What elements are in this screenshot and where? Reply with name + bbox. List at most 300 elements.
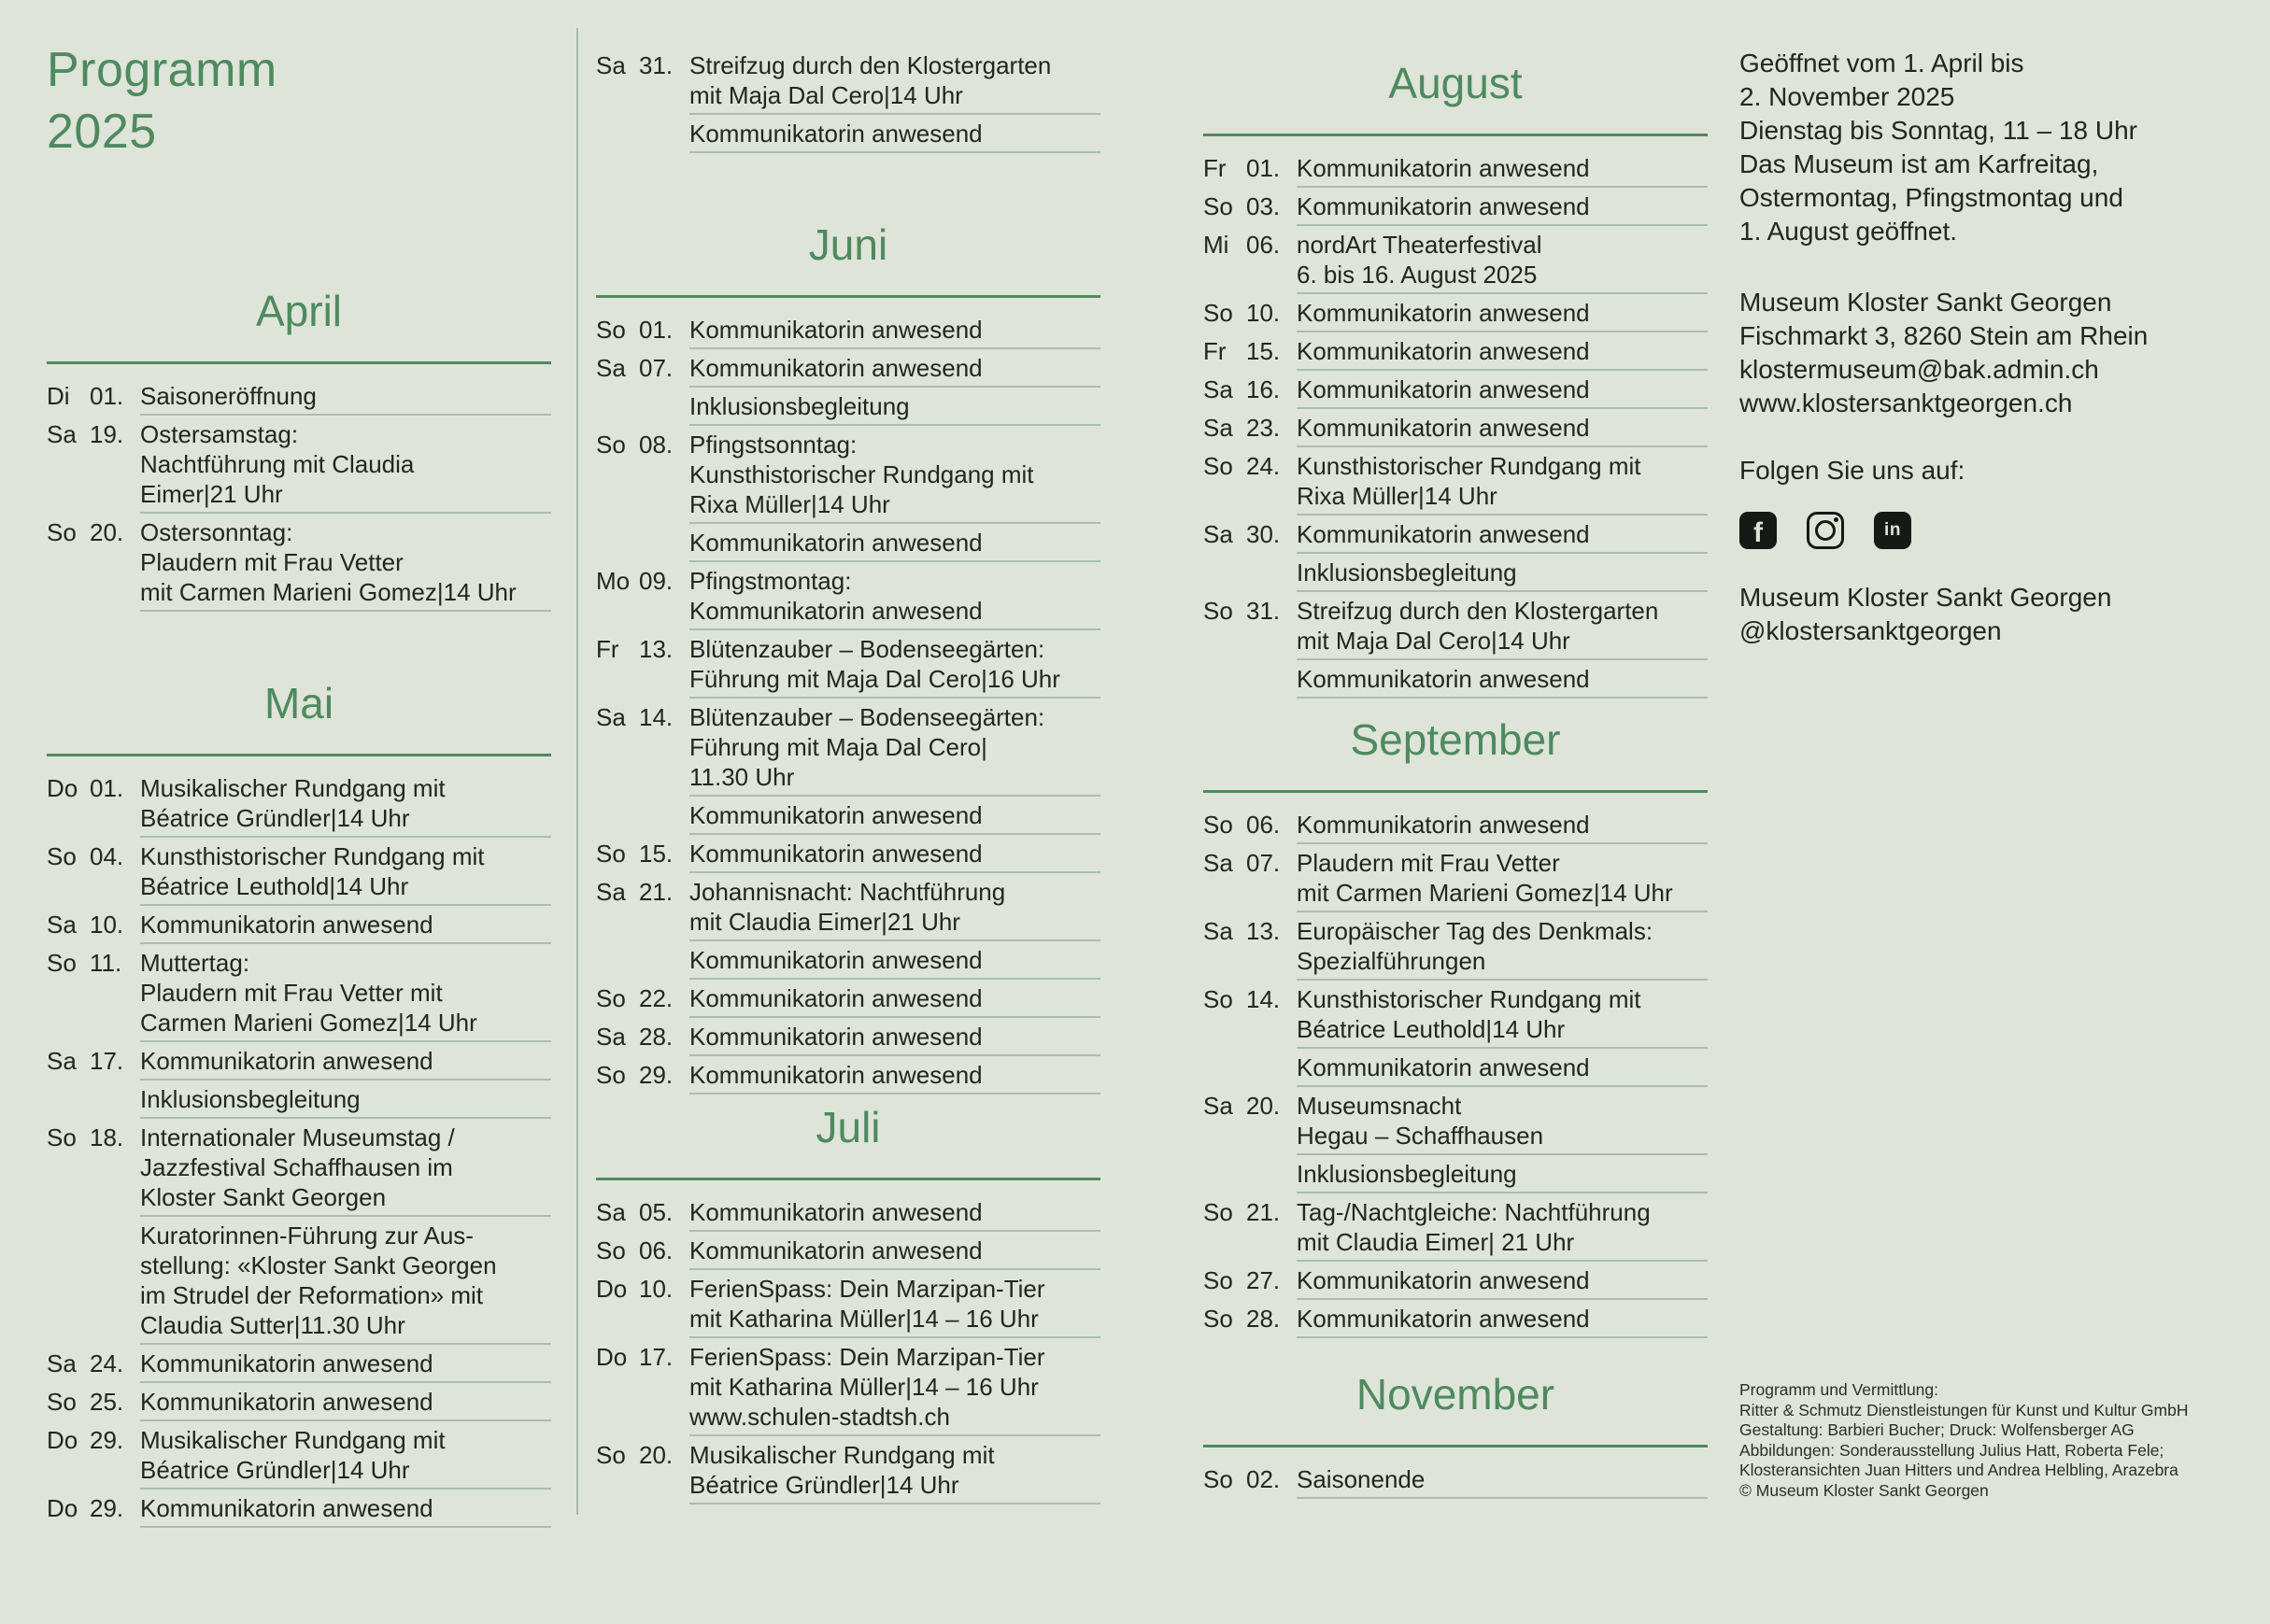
- event-text-line: Museumsnacht: [1297, 1092, 1462, 1120]
- event-text-line: Claudia Sutter|11.30 Uhr: [140, 1311, 405, 1339]
- opening-line: 2. November 2025: [1739, 82, 1955, 111]
- event-text-segment: [1297, 810, 1708, 844]
- event-row: [1203, 810, 1708, 848]
- event-text-segment: [140, 1425, 551, 1490]
- event-description: [689, 430, 1100, 566]
- event-text-line: Musikalischer Rundgang mit: [689, 1441, 995, 1469]
- event-text-segment: [140, 910, 551, 944]
- event-date: 29.: [90, 1494, 124, 1522]
- event-text-line: Eimer|21 Uhr: [140, 480, 283, 508]
- event-text-line: Blütenzauber – Bodenseegärten:: [689, 703, 1045, 731]
- event-date: 15.: [1246, 337, 1281, 365]
- event-date: 31.: [639, 51, 674, 79]
- instagram-icon[interactable]: [1807, 512, 1844, 549]
- event-date: 01.: [639, 316, 674, 344]
- event-text-line: Kommunikatorin anwesend: [1297, 1053, 1590, 1081]
- event-text-segment: [1297, 848, 1708, 912]
- event-description: [140, 1349, 551, 1387]
- calendar-column-1: [47, 0, 551, 1532]
- event-text-line: FerienSpass: Dein Marzipan-Tier: [689, 1275, 1045, 1303]
- event-text-segment: [689, 634, 1100, 699]
- event-description: [689, 1274, 1100, 1342]
- credits-line: Klosteransichten Juan Hitters und Andrea Helbling, Arazebra: [1739, 1461, 2178, 1479]
- museum-street: Fischmarkt 3, 8260 Stein am Rhein: [1739, 321, 2149, 350]
- month-rule: [1203, 790, 1708, 793]
- event-date: 22.: [639, 984, 674, 1012]
- event-date: 01.: [90, 382, 124, 410]
- event-description: [1297, 298, 1708, 336]
- calendar-column-2: [596, 0, 1100, 1508]
- event-row: [1203, 451, 1708, 519]
- month-title: Juni: [808, 220, 888, 269]
- event-text-segment: [140, 1084, 551, 1119]
- event-text-segment: [1297, 1265, 1708, 1300]
- event-text-segment: [1297, 984, 1708, 1049]
- event-description: [1297, 984, 1708, 1091]
- event-row: [47, 773, 551, 841]
- event-text-segment: [140, 773, 551, 838]
- month-title: September: [1350, 715, 1561, 764]
- event-day: So: [1203, 985, 1233, 1013]
- month-sections: [47, 285, 551, 1532]
- event-row: [1203, 298, 1708, 336]
- event-date: 13.: [1246, 917, 1281, 945]
- museum-name: Museum Kloster Sankt Georgen: [1739, 288, 2112, 317]
- event-day: So: [47, 1123, 77, 1151]
- event-day: So: [596, 1441, 626, 1469]
- event-text-segment: [1297, 153, 1708, 188]
- event-text-segment: [1297, 916, 1708, 981]
- event-text-line: Rixa Müller|14 Uhr: [1297, 482, 1497, 510]
- event-day: Sa: [596, 51, 626, 79]
- event-day: Do: [47, 1494, 78, 1522]
- museum-email-link[interactable]: klostermuseum@bak.admin.ch: [1739, 355, 2099, 384]
- event-day: Sa: [596, 1023, 626, 1051]
- event-text-line: Kommunikatorin anwesend: [1297, 1305, 1590, 1333]
- event-day: So: [596, 1236, 626, 1264]
- event-text-line: mit Carmen Marieni Gomez|14 Uhr: [1297, 879, 1673, 907]
- event-date: 06.: [1246, 231, 1281, 259]
- event-row: [1203, 336, 1708, 374]
- event-description: [140, 948, 551, 1046]
- event-date: 31.: [1246, 597, 1281, 625]
- event-row: [1203, 848, 1708, 916]
- month-section-november: [1203, 1368, 1708, 1503]
- event-date: 20.: [639, 1441, 674, 1469]
- event-description: [140, 841, 551, 910]
- opening-line: Geöffnet vom 1. April bis: [1739, 49, 2024, 78]
- event-text-segment: [1297, 558, 1708, 592]
- month-section-april: [47, 285, 551, 615]
- event-description: [140, 419, 551, 517]
- event-text-line: Kunsthistorischer Rundgang mit: [1297, 452, 1641, 480]
- month-events: [1203, 153, 1708, 702]
- event-text-line: Kommunikatorin anwesend: [689, 529, 983, 557]
- event-text-segment: [689, 1022, 1100, 1056]
- event-day: Sa: [1203, 520, 1233, 548]
- event-text-line: Johannisnacht: Nachtführung: [689, 878, 1006, 906]
- event-text-line: Kuratorinnen-Führung zur Aus-: [140, 1222, 474, 1250]
- event-description: [1297, 519, 1708, 596]
- event-description: [140, 1387, 551, 1425]
- event-day: Fr: [1203, 154, 1227, 182]
- event-text-segment: [140, 1493, 551, 1528]
- event-date: 20.: [90, 518, 124, 546]
- event-day: Sa: [47, 911, 77, 939]
- event-date: 27.: [1246, 1266, 1281, 1294]
- event-date: 13.: [639, 635, 674, 663]
- event-date: 09.: [639, 567, 674, 595]
- event-description: [140, 1123, 551, 1349]
- event-day: Sa: [1203, 414, 1233, 442]
- event-date: 30.: [1246, 520, 1281, 548]
- event-day: So: [1203, 299, 1233, 327]
- calendar-column-3: [1203, 0, 1708, 1503]
- event-text-line: Kunsthistorischer Rundgang mit: [689, 460, 1034, 488]
- event-text-line: Saisoneröffnung: [140, 382, 317, 410]
- follow-us-label: Folgen Sie uns auf:: [1739, 456, 1965, 485]
- event-text-line: mit Carmen Marieni Gomez|14 Uhr: [140, 578, 517, 606]
- event-text-line: Kommunikatorin anwesend: [1297, 811, 1590, 839]
- event-text-line: Kommunikatorin anwesend: [689, 597, 983, 625]
- event-text-line: Kommunikatorin anwesend: [1297, 299, 1590, 327]
- credits-line: Programm und Vermittlung:: [1739, 1380, 1939, 1399]
- event-date: 07.: [1246, 849, 1281, 877]
- event-text-segment: [140, 1046, 551, 1080]
- event-description: [689, 1022, 1100, 1060]
- event-row: [47, 517, 551, 615]
- event-text-line: Inklusionsbegleitung: [1297, 1160, 1517, 1188]
- event-text-line: mit Katharina Müller|14 – 16 Uhr: [689, 1305, 1039, 1333]
- event-row: [1203, 984, 1708, 1091]
- event-date: 10.: [639, 1275, 674, 1303]
- event-date: 06.: [639, 1236, 674, 1264]
- opening-line: Das Museum ist am Karfreitag,: [1739, 149, 2099, 178]
- event-text-line: Kommunikatorin anwesend: [689, 984, 983, 1012]
- event-text-line: Kommunikatorin anwesend: [140, 1349, 433, 1377]
- event-day: Sa: [596, 354, 626, 382]
- event-text-segment: [1297, 1464, 1708, 1499]
- event-date: 02.: [1246, 1465, 1281, 1493]
- month-section-juni: [596, 219, 1100, 1098]
- event-text-line: Führung mit Maja Dal Cero|16 Uhr: [689, 665, 1060, 693]
- month-rule: [1203, 134, 1708, 136]
- event-description: [1297, 153, 1708, 191]
- event-text-line: Kommunikatorin anwesend: [1297, 1266, 1590, 1294]
- event-row: [47, 1046, 551, 1123]
- event-text-line: Kommunikatorin anwesend: [1297, 414, 1590, 442]
- event-description: [140, 1493, 551, 1532]
- event-date: 29.: [639, 1061, 674, 1089]
- event-row: [596, 430, 1100, 566]
- event-text-line: Kommunikatorin anwesend: [689, 840, 983, 868]
- event-text-segment: [140, 948, 551, 1042]
- event-description: [689, 1060, 1100, 1098]
- event-text-segment: [689, 566, 1100, 630]
- event-description: [1297, 810, 1708, 848]
- event-day: So: [1203, 1266, 1233, 1294]
- month-sections: [596, 50, 1100, 1508]
- event-day: Sa: [1203, 375, 1233, 403]
- event-date: 07.: [639, 354, 674, 382]
- info-panel: [1739, 47, 2235, 648]
- event-description: [1297, 191, 1708, 230]
- event-row: [1203, 191, 1708, 230]
- social-handle-name: Museum Kloster Sankt Georgen: [1739, 583, 2112, 612]
- event-text-line: Internationaler Museumstag /: [140, 1123, 455, 1151]
- event-text-line: Führung mit Maja Dal Cero|: [689, 733, 987, 761]
- event-row: [1203, 519, 1708, 596]
- event-row: [47, 419, 551, 517]
- event-date: 29.: [90, 1426, 124, 1454]
- month-events: [596, 315, 1100, 1098]
- facebook-glyph: f: [1753, 517, 1763, 548]
- event-date: 21.: [639, 878, 674, 906]
- event-text-segment: [689, 528, 1100, 562]
- event-text-line: Carmen Marieni Gomez|14 Uhr: [140, 1009, 477, 1037]
- event-text-line: Ostersonntag:: [140, 518, 293, 546]
- event-description: [689, 702, 1100, 839]
- event-date: 21.: [1246, 1198, 1281, 1226]
- month-title: April: [255, 287, 343, 335]
- event-text-line: mit Maja Dal Cero|14 Uhr: [689, 81, 963, 109]
- event-row: [596, 877, 1100, 983]
- event-day: Di: [47, 382, 70, 410]
- event-day: Sa: [47, 420, 77, 448]
- event-text-segment: [689, 119, 1100, 153]
- event-text-line: Kommunikatorin anwesend: [140, 1494, 433, 1522]
- linkedin-icon[interactable]: [1874, 512, 1911, 549]
- event-row: [596, 983, 1100, 1022]
- event-text-segment: [140, 1349, 551, 1383]
- event-date: 19.: [90, 420, 124, 448]
- event-description: [689, 1440, 1100, 1508]
- event-date: 20.: [1246, 1092, 1281, 1120]
- event-text-segment: [140, 1221, 551, 1345]
- event-text-segment: [689, 1197, 1100, 1232]
- event-text-line: Béatrice Leuthold|14 Uhr: [1297, 1015, 1566, 1043]
- month-title: November: [1355, 1370, 1555, 1419]
- event-date: 17.: [639, 1343, 674, 1371]
- event-description: [689, 315, 1100, 353]
- event-description: [140, 1046, 551, 1123]
- event-day: So: [47, 518, 77, 546]
- event-text-line: Kunsthistorischer Rundgang mit: [1297, 985, 1641, 1013]
- event-row: [596, 839, 1100, 877]
- event-row: [1203, 153, 1708, 191]
- event-text-segment: [1297, 451, 1708, 515]
- event-text-segment: [1297, 664, 1708, 699]
- event-description: [1297, 1091, 1708, 1197]
- event-text-line: mit Katharina Müller|14 – 16 Uhr: [689, 1373, 1039, 1401]
- event-text-line: Rixa Müller|14 Uhr: [689, 490, 890, 518]
- event-text-segment: [1297, 230, 1708, 294]
- event-text-segment: [689, 839, 1100, 873]
- event-date: 14.: [639, 703, 674, 731]
- event-text-segment: [140, 841, 551, 906]
- event-text-line: mit Claudia Eimer|21 Uhr: [689, 908, 960, 936]
- event-text-segment: [689, 430, 1100, 524]
- event-row: [596, 1197, 1100, 1236]
- event-date: 11.: [90, 949, 122, 977]
- event-text-segment: [1297, 374, 1708, 409]
- event-text-segment: [689, 983, 1100, 1018]
- event-text-line: Kommunikatorin anwesend: [689, 316, 983, 344]
- event-description: [689, 839, 1100, 877]
- event-text-segment: [689, 945, 1100, 980]
- event-day: So: [47, 1388, 77, 1416]
- event-row: [596, 1022, 1100, 1060]
- event-text-line: Muttertag:: [140, 949, 250, 977]
- event-description: [1297, 374, 1708, 413]
- month-rule: [596, 295, 1100, 298]
- museum-address: [1739, 286, 2235, 420]
- event-day: So: [1203, 1465, 1233, 1493]
- event-text-line: Béatrice Gründler|14 Uhr: [689, 1471, 959, 1499]
- event-date: 05.: [639, 1198, 674, 1226]
- event-day: So: [596, 984, 626, 1012]
- event-text-line: Béatrice Gründler|14 Uhr: [140, 804, 410, 832]
- month-rule: [47, 361, 551, 364]
- event-text-line: Pfingstmontag:: [689, 567, 852, 595]
- event-row: [47, 910, 551, 948]
- event-description: [1297, 1304, 1708, 1342]
- event-row: [1203, 1265, 1708, 1304]
- event-description: [140, 1425, 551, 1493]
- event-description: [1297, 916, 1708, 984]
- event-day: Do: [47, 774, 78, 802]
- event-text-segment: [140, 517, 551, 612]
- event-text-segment: [1297, 1304, 1708, 1338]
- event-day: Do: [47, 1426, 78, 1454]
- event-text-line: Nachtführung mit Claudia: [140, 450, 415, 478]
- event-text-line: Musikalischer Rundgang mit: [140, 1426, 446, 1454]
- month-sections: [1203, 57, 1708, 1503]
- event-day: Do: [596, 1275, 628, 1303]
- event-text-segment: [689, 391, 1100, 426]
- event-day: So: [1203, 597, 1233, 625]
- event-description: [689, 983, 1100, 1022]
- event-text-line: 6. bis 16. August 2025: [1297, 261, 1538, 289]
- event-text-segment: [1297, 519, 1708, 554]
- event-row: [47, 948, 551, 1046]
- event-text-line: Kommunikatorin anwesend: [1297, 154, 1590, 182]
- event-text-line: Kommunikatorin anwesend: [1297, 665, 1590, 693]
- event-date: 15.: [639, 840, 674, 868]
- event-text-line: Béatrice Gründler|14 Uhr: [140, 1456, 410, 1484]
- event-date: 04.: [90, 842, 124, 870]
- social-icons-row: [1739, 512, 2235, 549]
- event-text-line: Kloster Sankt Georgen: [140, 1183, 387, 1211]
- event-text-line: Kommunikatorin anwesend: [140, 1047, 433, 1075]
- event-day: Fr: [596, 635, 619, 663]
- month-section-juli: [596, 1101, 1100, 1508]
- event-day: Fr: [1203, 337, 1227, 365]
- event-text-line: Kommunikatorin anwesend: [689, 1198, 983, 1226]
- event-text-line: Kommunikatorin anwesend: [1297, 337, 1590, 365]
- event-text-line: Musikalischer Rundgang mit: [140, 774, 446, 802]
- month-rule: [1203, 1445, 1708, 1447]
- event-text-line: Plaudern mit Frau Vetter: [140, 548, 404, 576]
- event-text-segment: [689, 50, 1100, 115]
- month-title: Mai: [263, 679, 334, 727]
- event-row: [596, 1342, 1100, 1440]
- event-row: [596, 353, 1100, 430]
- event-day: So: [1203, 192, 1233, 220]
- fold-divider-line: [576, 28, 578, 1515]
- opening-line: Dienstag bis Sonntag, 11 – 18 Uhr: [1739, 116, 2137, 145]
- event-text-line: Streifzug durch den Klostergarten: [1297, 597, 1659, 625]
- event-text-segment: [140, 1123, 551, 1217]
- event-row: [1203, 596, 1708, 702]
- event-date: 06.: [1246, 811, 1281, 839]
- event-text-segment: [689, 1060, 1100, 1094]
- event-text-segment: [689, 800, 1100, 835]
- event-text-segment: [689, 1342, 1100, 1436]
- event-text-line: FerienSpass: Dein Marzipan-Tier: [689, 1343, 1045, 1371]
- event-text-line: Streifzug durch den Klostergarten: [689, 51, 1052, 79]
- event-row: [47, 1425, 551, 1493]
- event-description: [1297, 1197, 1708, 1265]
- event-text-line: mit Maja Dal Cero|14 Uhr: [1297, 627, 1570, 655]
- event-text-segment: [1297, 596, 1708, 660]
- event-row: [596, 702, 1100, 839]
- event-text-line: Saisonende: [1297, 1465, 1426, 1493]
- event-date: 24.: [1246, 452, 1281, 480]
- facebook-icon[interactable]: [1739, 512, 1777, 549]
- event-text-segment: [1297, 191, 1708, 226]
- event-row: [47, 841, 551, 910]
- linkedin-glyph: in: [1884, 520, 1901, 540]
- month-rule: [596, 1178, 1100, 1180]
- page-title-line1: Programm: [47, 43, 277, 97]
- event-row: [47, 1349, 551, 1387]
- event-text-segment: [689, 315, 1100, 349]
- event-text-segment: [1297, 1159, 1708, 1193]
- event-date: 10.: [90, 911, 124, 939]
- event-description: [1297, 230, 1708, 298]
- event-text-line: Inklusionsbegleitung: [140, 1085, 361, 1113]
- event-text-segment: [140, 419, 551, 514]
- event-text-segment: [1297, 298, 1708, 332]
- credits-line: Gestaltung: Barbieri Bucher; Druck: Wolfensberger AG: [1739, 1420, 2135, 1439]
- event-row: [596, 1274, 1100, 1342]
- event-day: So: [1203, 811, 1233, 839]
- event-text-line: im Strudel der Reformation» mit: [140, 1281, 484, 1309]
- event-text-line: Kommunikatorin anwesend: [140, 1388, 433, 1416]
- event-text-line: Kommunikatorin anwesend: [689, 1061, 983, 1089]
- event-description: [689, 1236, 1100, 1274]
- event-day: So: [47, 949, 77, 977]
- event-description: [689, 634, 1100, 702]
- event-row: [596, 1440, 1100, 1508]
- event-description: [1297, 336, 1708, 374]
- museum-website-link[interactable]: www.klostersanktgeorgen.ch: [1739, 388, 2073, 417]
- month-events: [1203, 810, 1708, 1342]
- event-date: 03.: [1246, 192, 1281, 220]
- event-row: [596, 315, 1100, 353]
- event-description: [689, 1197, 1100, 1236]
- page-title: [47, 39, 551, 162]
- event-text-line: www.schulen-stadtsh.ch: [689, 1403, 950, 1431]
- month-events: [1203, 1464, 1708, 1503]
- event-text-segment: [689, 702, 1100, 797]
- event-day: Sa: [596, 878, 626, 906]
- event-text-line: Spezialführungen: [1297, 947, 1486, 975]
- event-description: [1297, 413, 1708, 451]
- event-row: [47, 1493, 551, 1532]
- event-description: [140, 910, 551, 948]
